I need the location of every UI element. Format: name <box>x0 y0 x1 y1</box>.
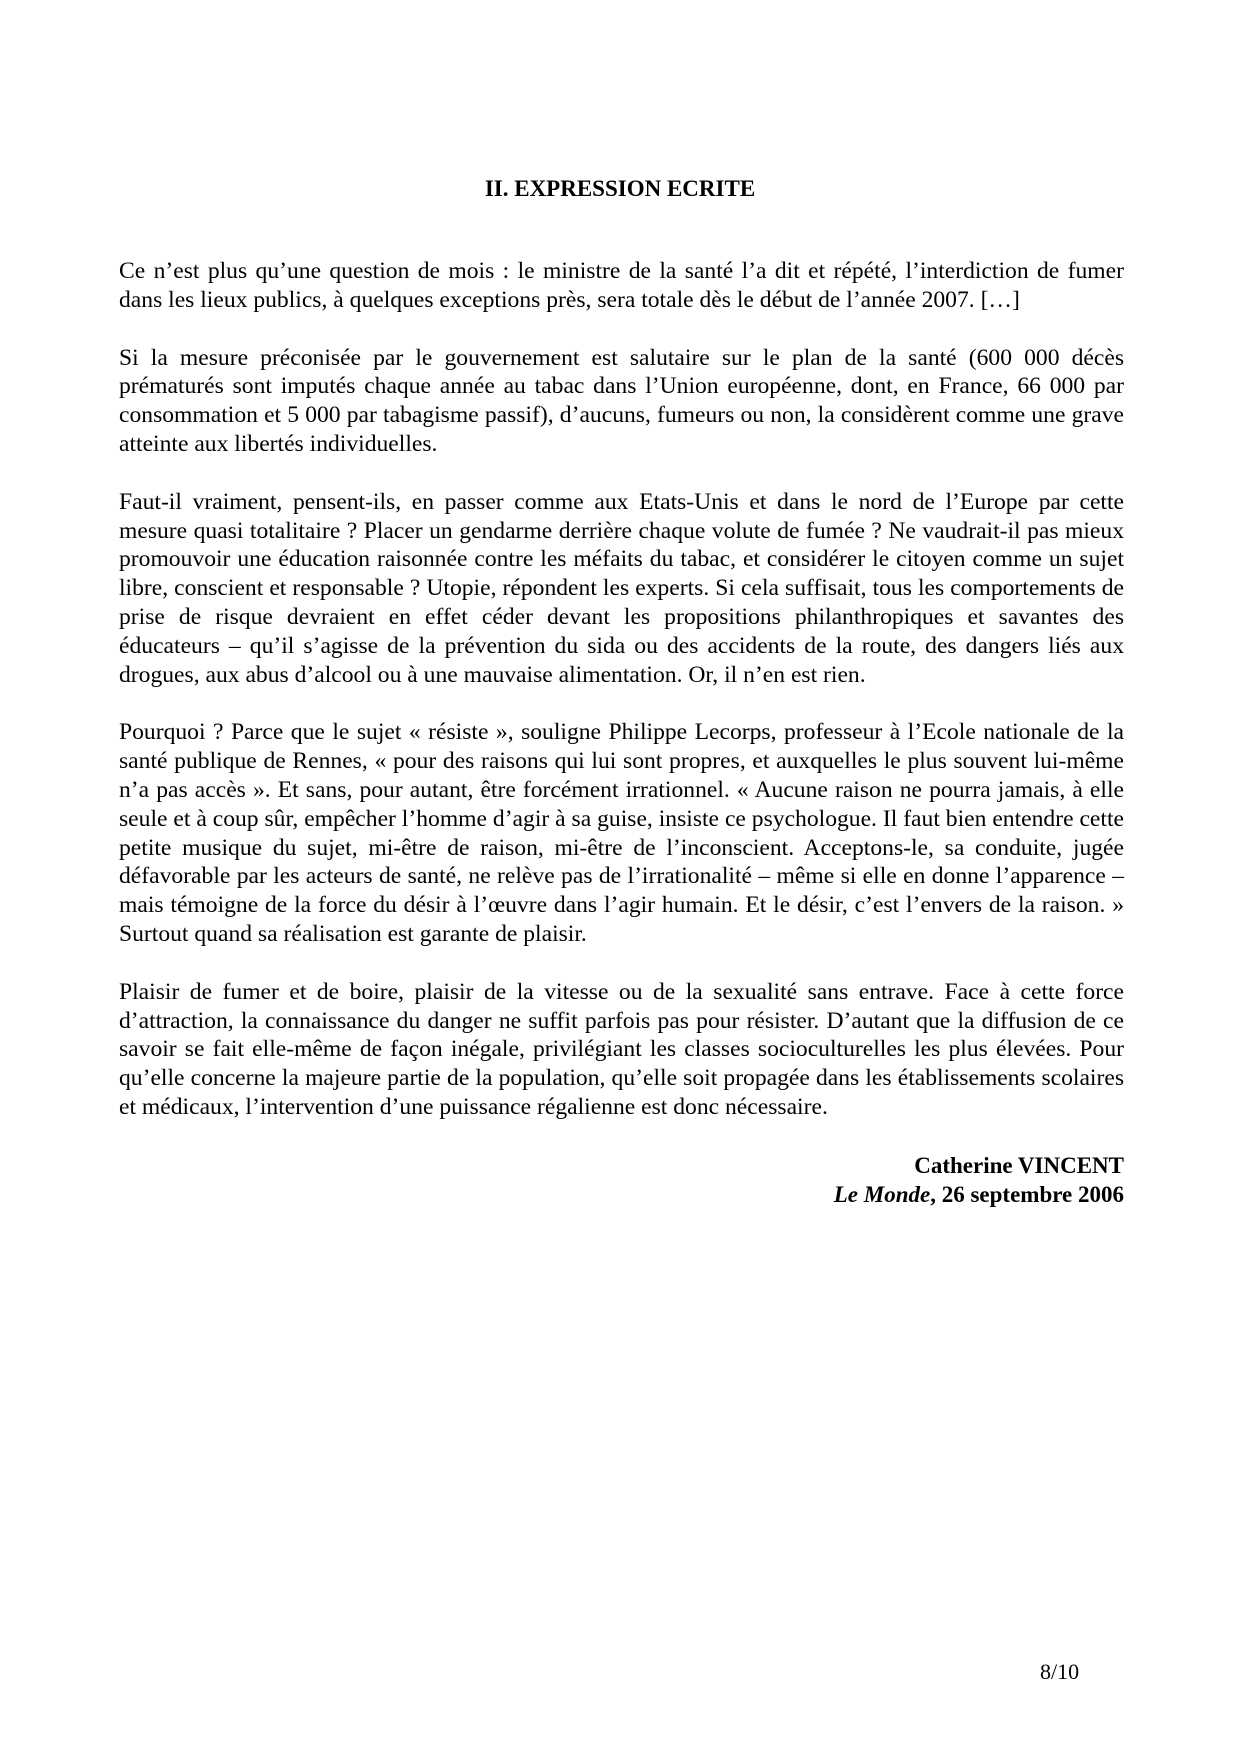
page-number: 8/10 <box>1040 1659 1080 1684</box>
source-line <box>119 1180 1124 1209</box>
author-name: Catherine VINCENT <box>914 1152 1124 1178</box>
paragraph-3: Faut-il vraiment, pensent-ils, en passer comme aux Etats-Unis et dans le nord de l’Europe par cette mesure quasi totalitaire ? Placer un gendarme derrière chaque volute de fumée ? Ne vaudrait-il pas mieux promouvoir une éducation raisonnée contre les méfaits du tabac, et considérer le citoyen comme un sujet libre, conscient et responsable ? Utopie, répondent les experts. Si cela suffisait, tous les comportements de prise de risque devraient en effet céder devant les propositions philanthropiques et savantes des éducateurs – qu’il s’agisse de la prévention du sida ou des accidents de la route, des dangers liés aux drogues, aux abus d’alcool ou à une mauvaise alimentation. Or, il n’en est rien. <box>119 488 1124 688</box>
paragraph-5: Plaisir de fumer et de boire, plaisir de la vitesse ou de la sexualité sans entrave. Face à cette force d’attraction, la connaissance du danger ne suffit parfois pas pour résister. D’autant que la diffusion de ce savoir se fait elle-même de façon inégale, privilégiant les classes socioculturelles les plus élevées. Pour qu’elle concerne la majeure partie de la population, qu’elle soit propagée dans les établissements scolaires et médicaux, l’intervention d’une puissance régalienne est donc nécessaire. <box>119 978 1124 1120</box>
publication-date: , 26 septembre 2006 <box>930 1181 1124 1207</box>
paragraph-1: Ce n’est plus qu’une question de mois : le ministre de la santé l’a dit et répété, l’interdiction de fumer dans les lieux publics, à quelques exceptions près, sera totale dès le début de l’année 2007. […] <box>119 258 1124 313</box>
paragraph-4: Pourquoi ? Parce que le sujet « résiste », souligne Philippe Lecorps, professeur à l’Ecole nationale de la santé publique de Rennes, « pour des raisons qui lui sont propres, et auxquelles le plus souvent lui-même n’a pas accès ». Et sans, pour autant, être forcément irrationnel. « Aucune raison ne pourra jamais, à elle seule et à coup sûr, empêcher l’homme d’agir à sa guise, insiste ce psychologue. Il faut bien entendre cette petite musique du sujet, mi-être de raison, mi-être de l’inconscient. Acceptons-le, sa conduite, jugée défavorable par les acteurs de santé, ne relève pas de l’irrationalité – même si elle en donne l’apparence – mais témoigne de la force du désir à l’œuvre dans l’agir humain. Et le désir, c’est l’envers de la raison. » Surtout quand sa réalisation est garante de plaisir. <box>119 719 1124 947</box>
paragraph-2: Si la mesure préconisée par le gouvernement est salutaire sur le plan de la santé (600 000 décès prématurés sont imputés chaque année au tabac dans l’Union européenne, dont, en France, 66 000 par consommation et 5 000 par tabagisme passif), d’aucuns, fumeurs ou non, la considèrent comme une grave atteinte aux libertés individuelles. <box>119 344 1124 457</box>
section-title: II. EXPRESSION ECRITE <box>484 176 756 201</box>
signature-block <box>119 1151 1124 1209</box>
article-body <box>119 257 1124 1209</box>
journal-name: Le Monde <box>833 1181 931 1207</box>
